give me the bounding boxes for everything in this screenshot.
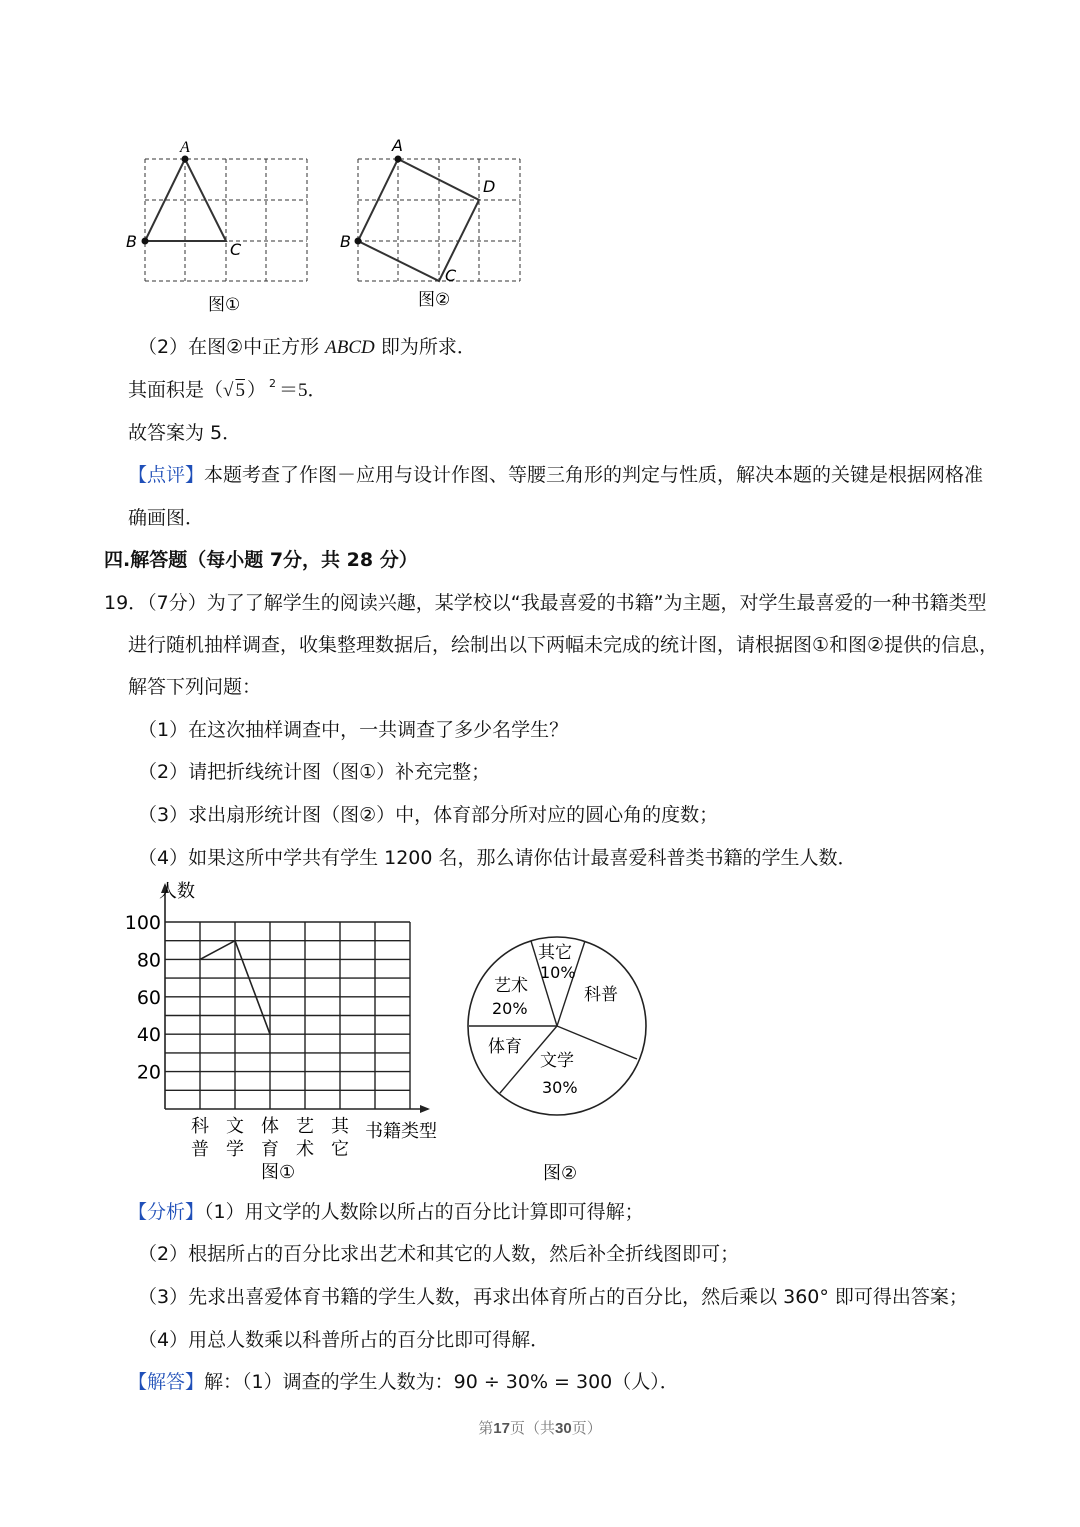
footer-prefix: 第 xyxy=(478,1421,494,1437)
line-chart-y-ticks xyxy=(125,912,161,1084)
fig1-label-b: B xyxy=(126,232,137,251)
footer-middle: 页（共 xyxy=(509,1421,555,1437)
footer-suffix: 页） xyxy=(571,1421,602,1437)
y-tick-label: 40 xyxy=(136,1024,161,1047)
solution-line-1-prefix: （2）在图②中正方形 xyxy=(138,336,320,358)
comment-text: 本题考查了作图－应用与设计作图、等腰三角形的判定与性质，解决本题的关键是根据网格准 xyxy=(204,464,984,486)
fig2-label-c: C xyxy=(445,266,457,285)
analysis-item-3: （3）先求出喜爱体育书籍的学生人数，再求出体育所占的百分比，然后乘以 360° 即可得出答案； xyxy=(138,1286,968,1308)
question-part-1: （1）在这次抽样调查中，一共调查了多少名学生？ xyxy=(138,719,569,741)
square-name: ABCD xyxy=(325,337,375,358)
pie-slice-wenxue-name: 文学 xyxy=(540,1051,574,1071)
fig2-label-a: A xyxy=(392,136,403,155)
question-line-3: 解答下列问题： xyxy=(128,676,262,698)
analysis-item-1: （1）用文学的人数除以所占的百分比计算即可得解； xyxy=(204,1201,644,1223)
category-label: 科 xyxy=(191,1116,209,1137)
comment-continuation: 确画图． xyxy=(128,507,205,529)
fig1-caption: 图① xyxy=(208,295,241,315)
question-part-4: （4）如果这所中学共有学生 1200 名，那么请你估计最喜爱科普类书籍的学生人数． xyxy=(138,847,857,869)
line-chart xyxy=(115,875,455,1185)
footer-page-number: 17 xyxy=(493,1420,510,1437)
analysis-line-1 xyxy=(128,1199,644,1225)
footer-total-pages: 30 xyxy=(555,1420,572,1437)
area-prefix: 其面积是（ xyxy=(128,379,224,401)
analysis-tag: 【分析】 xyxy=(128,1201,205,1223)
section-title: 四.解答题（每小题 7分，共 28 分） xyxy=(104,549,418,571)
pie-slice-qita-name: 其它 xyxy=(538,943,572,963)
area-result: ＝5． xyxy=(278,380,327,401)
pie-slice-yishu-percent: 20% xyxy=(492,999,528,1018)
pie-slice-qita-percent: 10% xyxy=(540,963,576,982)
pie-slice-wenxue-percent: 30% xyxy=(542,1078,578,1097)
y-tick-label: 60 xyxy=(136,986,161,1009)
question-line-1: 19．（7分）为了了解学生的阅读兴趣，某学校以“我最喜爱的书籍”为主题，对学生最喜爱的一种书籍类型 xyxy=(104,592,987,614)
y-axis-label: 人数 xyxy=(159,881,195,902)
pie-slice-yishu-name: 艺术 xyxy=(494,976,528,996)
geometry-figure-1 xyxy=(120,135,320,320)
line-chart-grid xyxy=(165,922,410,1109)
area-close-paren: ） xyxy=(246,379,266,401)
fig2-label-b: B xyxy=(340,232,351,251)
analysis-item-2: （2）根据所占的百分比求出艺术和其它的人数，然后补全折线图即可； xyxy=(138,1243,740,1265)
series-point xyxy=(199,959,201,961)
category-label: 其 xyxy=(331,1116,349,1137)
page-footer xyxy=(0,1417,1080,1438)
category-label: 术 xyxy=(296,1139,314,1160)
question-part-2: （2）请把折线统计图（图①）补充完整； xyxy=(138,761,491,783)
solution-line-1 xyxy=(138,334,476,361)
x-axis-label: 书籍类型 xyxy=(365,1121,437,1142)
pie-chart xyxy=(460,925,660,1190)
sqrt-expression: √ 5 xyxy=(223,380,245,401)
y-tick-label: 20 xyxy=(136,1061,161,1084)
category-label: 育 xyxy=(261,1139,279,1160)
x-axis-arrow xyxy=(420,1105,430,1113)
y-tick-label: 80 xyxy=(136,949,161,972)
category-label: 体 xyxy=(261,1116,279,1137)
category-label: 学 xyxy=(226,1139,244,1160)
line-chart-caption: 图① xyxy=(261,1162,296,1183)
fig2-label-d: D xyxy=(483,177,496,196)
category-label: 它 xyxy=(331,1139,349,1160)
answer-line xyxy=(128,1369,679,1395)
analysis-item-4: （4）用总人数乘以科普所占的百分比即可得解． xyxy=(138,1329,550,1351)
category-label: 普 xyxy=(191,1139,209,1160)
line-chart-axes xyxy=(161,883,430,1113)
solution-line-1-suffix: 即为所求． xyxy=(380,336,476,358)
answer-text: 解：（1）调查的学生人数为：90 ÷ 30% = 300（人）． xyxy=(204,1371,679,1393)
comment-tag: 【点评】 xyxy=(128,464,205,486)
question-line-2: 进行随机抽样调查，收集整理数据后，绘制出以下两幅未完成的统计图，请根据图①和图②提供的信息， xyxy=(128,634,999,656)
fig1-label-a: A xyxy=(180,139,190,156)
area-exponent: 2 xyxy=(268,377,276,390)
fig1-label-c: C xyxy=(230,240,242,259)
line-chart-categories xyxy=(191,1116,350,1160)
y-tick-label: 100 xyxy=(124,912,161,934)
answer-tag: 【解答】 xyxy=(128,1371,205,1393)
pie-chart-caption: 图② xyxy=(543,1163,578,1184)
series-point xyxy=(269,1033,271,1035)
solution-line-2 xyxy=(128,377,326,406)
category-label: 艺 xyxy=(296,1116,314,1137)
pie-slice-tiyu-name: 体育 xyxy=(488,1037,522,1057)
question-part-3: （3）求出扇形统计图（图②）中，体育部分所对应的圆心角的度数； xyxy=(138,804,719,826)
comment-line xyxy=(128,462,983,488)
fig2-caption: 图② xyxy=(418,290,451,310)
sqrt-radicand: 5 xyxy=(235,380,245,401)
solution-line-3: 故答案为 5． xyxy=(128,422,242,444)
category-label: 文 xyxy=(226,1116,244,1137)
pie-slice-kepu-name: 科普 xyxy=(584,985,618,1005)
geometry-figure-2 xyxy=(330,135,540,320)
series-point xyxy=(234,940,236,942)
